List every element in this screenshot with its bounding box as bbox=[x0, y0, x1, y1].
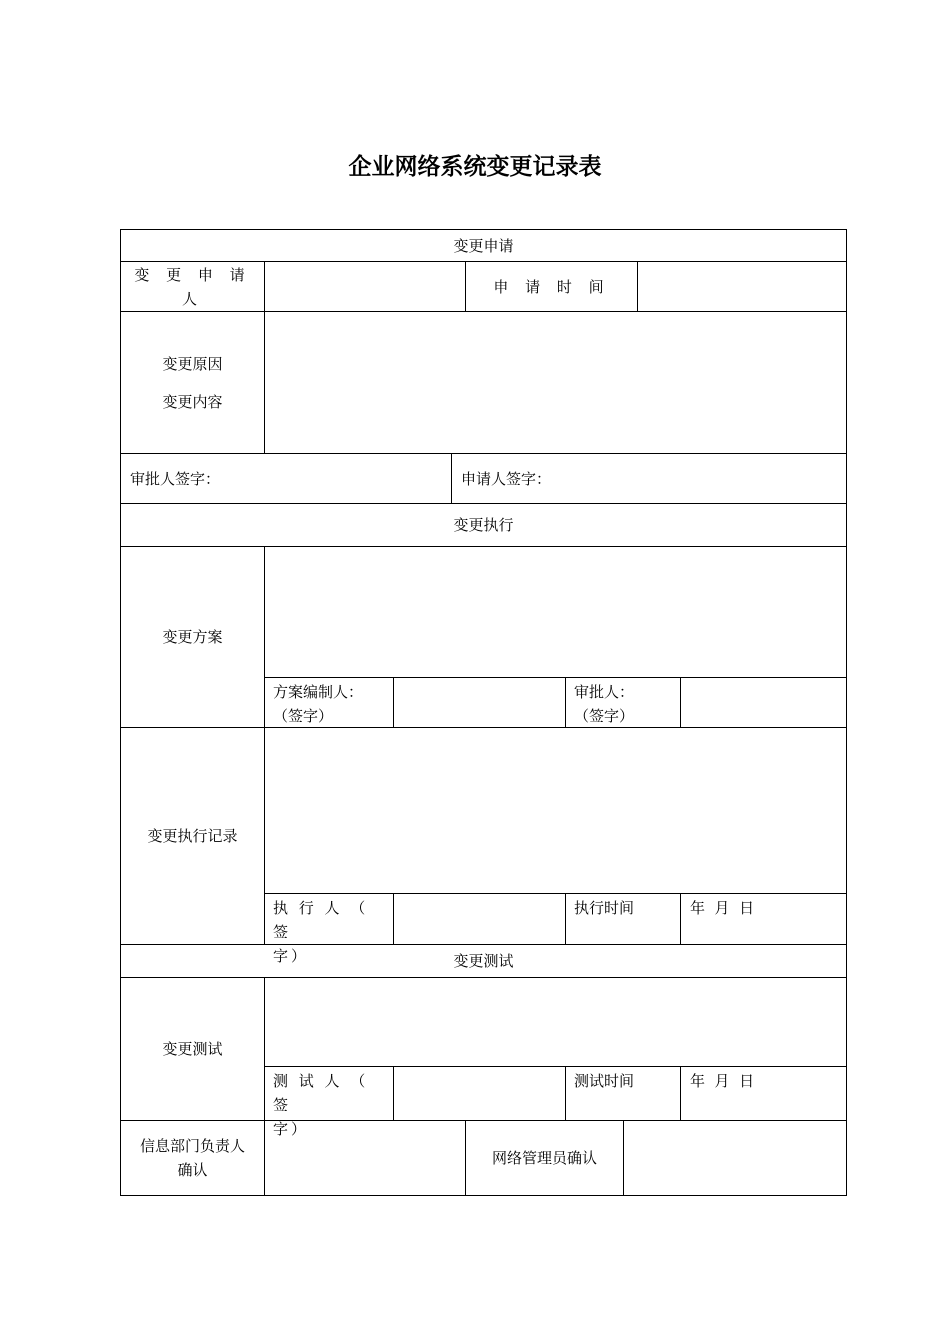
plan-approver-label bbox=[565, 677, 681, 728]
applicant-sign-field[interactable] bbox=[451, 453, 847, 504]
exec-date-field[interactable]: 年 月 日 bbox=[680, 893, 847, 945]
reason-content-field[interactable] bbox=[264, 311, 847, 454]
reason-content-label bbox=[120, 311, 265, 454]
executor-field[interactable] bbox=[393, 893, 566, 945]
tester-label bbox=[264, 1066, 394, 1138]
page-title: 企业网络系统变更记录表 bbox=[348, 154, 602, 180]
plan-author-label bbox=[264, 677, 394, 728]
reason-label: 变更原因 bbox=[162, 354, 223, 373]
dept-head-field[interactable] bbox=[264, 1120, 466, 1196]
net-admin-field[interactable] bbox=[623, 1120, 847, 1196]
approver-sign-label: 审批人签字： bbox=[130, 469, 221, 488]
executor-label-line2: 字） bbox=[273, 947, 310, 965]
apply-time-field[interactable] bbox=[637, 261, 847, 312]
executor-label-line1: 执 行 人 （ 签 bbox=[273, 899, 369, 941]
plan-author-label-line2: （签字） bbox=[273, 707, 334, 725]
plan-approver-label-line1: 审批人： bbox=[574, 683, 635, 701]
applicant-field[interactable] bbox=[264, 261, 466, 312]
plan-author-label-line1: 方案编制人： bbox=[273, 683, 364, 701]
test-label: 变更测试 bbox=[120, 977, 265, 1121]
test-date-field[interactable]: 年 月 日 bbox=[680, 1066, 847, 1121]
apply-time-label: 申 请 时 间 bbox=[465, 261, 638, 312]
dept-head-label-line2: 确认 bbox=[177, 1161, 208, 1179]
section-header-request: 变更申请 bbox=[120, 229, 847, 262]
executor-label bbox=[264, 893, 394, 965]
plan-author-field[interactable] bbox=[393, 677, 566, 728]
tester-field[interactable] bbox=[393, 1066, 566, 1121]
applicant-sign-label: 申请人签字： bbox=[461, 469, 552, 488]
dept-head-label-line1: 信息部门负责人 bbox=[139, 1137, 245, 1155]
approver-sign-field[interactable] bbox=[120, 453, 452, 504]
plan-label: 变更方案 bbox=[120, 546, 265, 728]
tester-label-line1: 测 试 人 （ 签 bbox=[273, 1072, 369, 1114]
exec-record-label: 变更执行记录 bbox=[120, 727, 265, 945]
content-label: 变更内容 bbox=[162, 392, 223, 411]
section-header-test: 变更测试 bbox=[120, 944, 847, 978]
test-field[interactable] bbox=[264, 977, 847, 1067]
exec-time-label: 执行时间 bbox=[565, 893, 681, 945]
dept-head-label bbox=[120, 1120, 265, 1196]
section-header-execute: 变更执行 bbox=[120, 503, 847, 547]
plan-approver-label-line2: （签字） bbox=[574, 707, 635, 725]
exec-record-field[interactable] bbox=[264, 727, 847, 894]
net-admin-label: 网络管理员确认 bbox=[465, 1120, 624, 1196]
tester-label-line2: 字） bbox=[273, 1120, 310, 1138]
plan-approver-field[interactable] bbox=[680, 677, 847, 728]
applicant-label: 变 更 申 请 人 bbox=[120, 261, 265, 312]
plan-field[interactable] bbox=[264, 546, 847, 678]
test-time-label: 测试时间 bbox=[565, 1066, 681, 1121]
